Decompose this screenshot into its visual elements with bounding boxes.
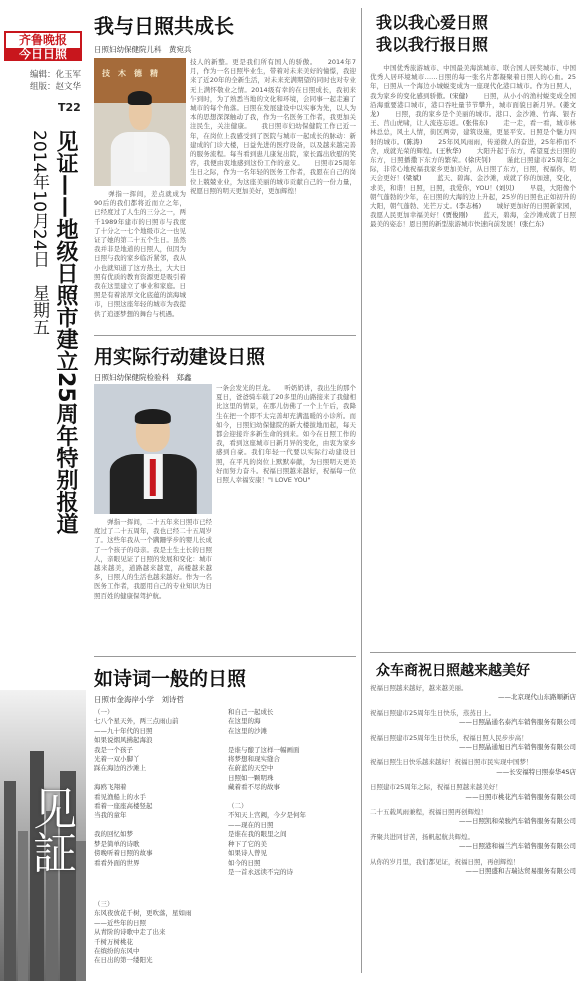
right-title-line2: 我以我行报日照	[376, 35, 489, 54]
wish-item: 祝福日照越来越好，越来越美丽。 ——北京现代山东路顺新店	[370, 684, 576, 702]
wish-item: 日照建市25周年之际，祝福日照越来越美好！ ——日照市桃花汽车销售服务有限公司	[370, 783, 576, 801]
editor-credit: 编辑：化玉军	[30, 70, 82, 80]
right-title	[376, 12, 488, 56]
divider	[94, 335, 356, 336]
article2-photo	[94, 384, 212, 514]
watermark-calligraphy: 见証	[25, 786, 76, 874]
poem-stanza-2: （二） 不知天上宫阙，今夕是何年 ——现在的日照	[228, 802, 306, 829]
right-reader-messages: 中国优秀旅游城市、中国最美海滨城市、联合国人居奖城市、中国优秀人居环境城市……日照的每一张名片都凝聚着日照人的心血。25年，日照从一个海边小城蜕变成为一座现代化港口城市。作为日照人，我为家乡的变化感到骄傲。(宋健) 日照，从小小的渔村蜕变成全国沿海重要港口城市，港口吞吐量节节攀升，城市面貌日新月异。(姜文龙) 日照，我的家乡是个美丽的城市。港口、金沙滩、竹海、银杏王、莒山虎啸，让人流连忘返。(张伟东) 走一走，看一看，城市林林总总，风土人情，街区两旁，建筑设施，更显平安。日照是个魅力四射的城市。(陈涛) 25年风风雨雨，传递微人的奋进，25年栉而不舍，成就光荣的辉煌。(王秋华) 大阳升起于东方，希望夏去日照的东方，日照播撒下东方的繁荣。(徐庆钊) 谨此日照建市25周年之际，非常心地祝福我家乡更加美好，从日照了东方，日照，祝福你，明天会更好！(梁斌) 蓝天、碧海、金沙滩，成就了你的加速，变化，求美，和谐！日照，日照，我爱你，YOU！(刘贝) 早晨，大阳像个朝气蓬勃的少年，在日照的大海的边上升起，25岁的日照也正如初升的大阳，朝气蓬勃、光芒万丈。(李志杨) 城好更加好的日照新家园，我愿人民更加幸福美好！(贾俊刚) 蓝天，碧海，金沙滩成就了日照最美的姿态！恩日照的新型旅游城市快速向前发展！(张仁东)	[370, 64, 576, 229]
article2-text-a: 弹指一挥间，二十五年来日照市已经度过了二十五周年，我也已经二十五周岁了。这些年我从一个蹒跚学步的婴儿长成了一个孩子的母亲。我是土生土长的日照人，亲眼见证了日照的发展和变化：城市越来越美，道路越来越宽，高楼越来越多，日照人的生活也越来越好。作为一名医务工作者，我愿用自己的专业知识为日照百姓的健康保驾护航。	[94, 518, 212, 600]
vertical-title: 见证——地级日照市建立25周年特别报道 2014年10月24日 星期五	[29, 130, 78, 535]
poem-column-1b: （三） 东风夜放花千树，更吹落，星如雨 ——近些年的日照 从青阶的诗歌中走了出来 千树万树桃花 在缤纷的东风中 在日出的第一缕阳光	[94, 900, 192, 965]
wish-item: 齐聚共进同甘苦，扬帆起航共辉煌。 ——日照港和福兰汽车销售服务有限公司	[370, 832, 576, 851]
poem-column-2: 和自己一起成长 在这里的海 在这里的沙滩 是谁与酿了这样一幅画面 将梦想和现实缝合 在蔚蓝的天空中 日照如一颗明珠 藏着看不尽的故事 （二） 不知天上宫阙，今夕是何年 ——现在的日照 是谁在我的眼里之间 种下了它的美 如果诗人曾见 如今的日照 是一首永远读不完的诗	[228, 708, 306, 876]
poem-stanza-3: （三） 东风夜放花千树，更吹落，星如雨 ——近些年的日照	[94, 900, 192, 927]
article1-title: 我与日照共成长	[94, 14, 234, 38]
article3-byline: 日照市金海岸小学 刘诗哲	[94, 695, 184, 704]
logo-line2: 今日日照	[6, 48, 80, 61]
car-dealer-wishes	[370, 684, 576, 877]
vertical-kicker: 见证	[53, 130, 78, 174]
wish-item: 祝福日照建市25周年生日快乐，祝福日照人民步步高！ ——日照晶通旭日汽车销售服务有限公司	[370, 733, 576, 752]
newspaper-logo	[4, 31, 82, 61]
article1-text-a: 弹指一挥间，差点就成为90后的我们都将近而立之年，已经度过了人生的三分之一，两千1989年建市的日照市与我度了十分之一七个地级市之一也见证了她的第二十五个生日。虽然我并非是地道的日照人，但因为日照与我的家乡临沂紧邻，我从小也就知道了这方热土，大大日照有优质的教育资源更是吸引着我在这里建立了事业和家庭。日照是有着浓厚文化底蕴的滨海城市，日照这座年轻的城市为我提供了追逐梦想的舞台与机遇。	[94, 190, 186, 318]
wish-item: 二十五载风雨兼程，祝福日照再创辉煌！ ——日照凯和荣骏汽车销售服务有限公司	[370, 808, 576, 826]
poem-column-1: （一） 七八个星天外，两三点雨山前 ——九十年代的日照 如果说烟风拂起海浪 我是一个孩子 光着一双小脚丫 踩在海边的沙滩上 海鸥飞翔着 看见渔船上的水手 看着一座座高楼竖起 当我的童年 我的回忆如梦 梦是简单的诗歌 傍晚听着日照的故事 看看外面的世界	[94, 708, 179, 867]
page-number: T22	[58, 101, 81, 114]
designer-credit: 组版：赵文华	[30, 82, 82, 92]
article1-photo	[94, 58, 186, 186]
poem-stanza-1: （一） 七八个星天外，两三点雨山前 ——九十年代的日照	[94, 708, 179, 735]
article3-title: 如诗词一般的日照	[94, 668, 247, 690]
wish-item: 从你的岁月里，我们都见证，祝福日照，再创辉煌！ ——日照盛和吉瑞达贸易服务有限公司	[370, 857, 576, 876]
wish-item: 祝福日照建市25周年生日快乐，蒸蒸日上。 ——日照晶通名泰汽车销售服务有限公司	[370, 708, 576, 727]
section2-title: 众车商祝日照越来越美好	[376, 663, 530, 679]
photo-banner-text: 技 木 德 精	[102, 69, 158, 78]
vertical-headline: 地级日照市建立25周年特别报道	[53, 218, 78, 535]
article2-title: 用实际行动建设日照	[94, 346, 266, 368]
column-divider	[361, 8, 362, 973]
divider	[94, 656, 356, 657]
logo-line1: 齐鲁晚报	[18, 33, 67, 47]
article2-byline: 日照妇幼保健院检验科 郑鑫	[94, 373, 192, 382]
issue-date: 2014年10月24日 星期五	[29, 130, 49, 336]
article1-text-b: 技人的新整。更是我们所有国人的骄傲。 2014年7月，作为一名日照毕业生，带着对未来美好的憧憬，我迎来了近20年的全新生活，对未来充满期望的同时也对专业无上满怀敬业之情。2014级有幸的在日照成长，我初来乍到时，为了熟悉当地的文化和环境，会同事一起走遍了城市的每个角落。日照在发展建设中以实事为先，以人为本的思想深深触动了我，作为一名医务工作者，我更加关注民生，关注健康。 我日照市妇幼保健院工作已近一年，在岗位上我感受到了医院与城市一起成长的脉动：新建成的门诊大楼，日益先进的医疗设备，以及越来越完善的服务流程。每当看到患儿康复出院，家长露出欣慰的笑容，我便由衷地感到这份工作的意义。 日照市25周年生日之际，作为一名年轻的医务工作者，我愿在自己的岗位上兢兢业业，为这座美丽的城市贡献自己的一份力量，祝愿日照的明天更加美好，更加辉煌！	[190, 58, 356, 195]
article1-byline: 日照妇幼保健院儿科 黄宛兵	[94, 45, 192, 54]
article2-text-b: 一条会发光的巨龙。 听奶奶讲，我出生的那个夏日，爸爸骑车载了20多里的山路接来了我健相比这里的情景，在那儿仿佛了一个上午后，我降生在把一个即不太完善却充满温暖的小诊所。而如今，日照妇幼保健院的新大楼拔地而起，每天都会迎接许多新生命的到来。如今在日照工作的我，看到这座城市日新月异的变化，由衷为家乡感到自豪。我们年轻一代要以实际行动建设日照，在平凡的岗位上默默奉献，为日照明天更美好而努力奋斗。祝福日照越来越好，祝福每一位日照人幸福安康！"I LOVE YOU"	[216, 384, 356, 485]
left-sidebar	[0, 0, 86, 981]
wish-item: 祝福日照生日快乐越来越好！祝福日照市民实现中国梦！ ——长安福特日照泰华4S店	[370, 758, 576, 776]
right-title-line1: 我以我心爱日照	[376, 13, 489, 32]
divider	[370, 652, 576, 653]
page-meta	[30, 69, 84, 93]
